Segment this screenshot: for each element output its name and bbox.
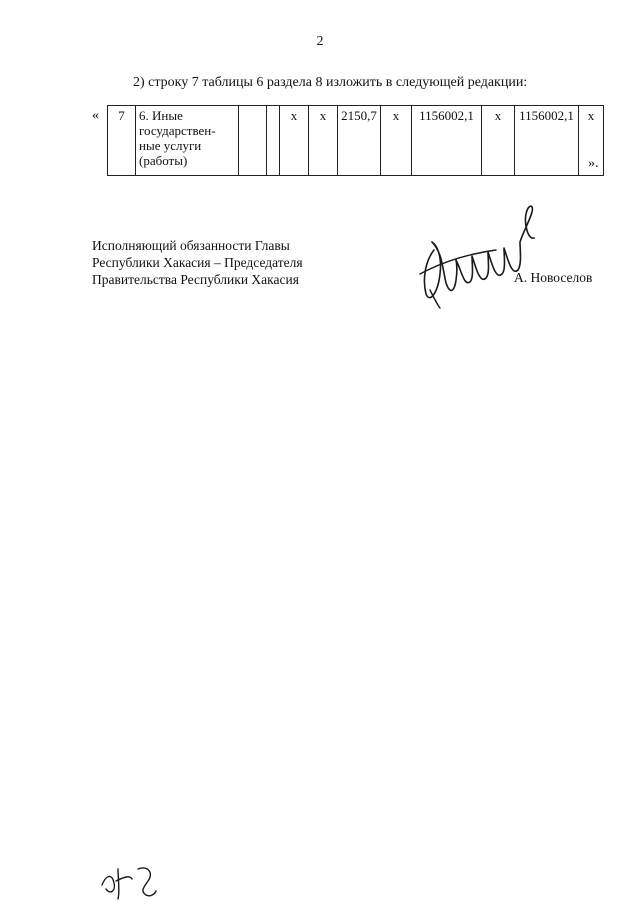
- cell-row-number: 7: [108, 106, 136, 176]
- cell-x: x: [280, 106, 309, 176]
- service-name-line: 6. Иные: [139, 108, 183, 123]
- cell-service-name: [136, 106, 239, 176]
- signatory-title-line: Республики Хакасия – Председателя: [92, 255, 303, 270]
- cell-value: 1156002,1: [515, 106, 579, 176]
- signatory-title-line: Исполняющий обязанности Главы: [92, 238, 290, 253]
- cell-x: x: [381, 106, 412, 176]
- table-row: [108, 106, 604, 176]
- service-name-line: (работы): [139, 153, 188, 168]
- cell-value: 1156002,1: [412, 106, 482, 176]
- cell-x: x: [579, 106, 604, 176]
- signatory-title: [92, 237, 303, 288]
- amended-table-row: [107, 105, 604, 176]
- amendment-instruction: 2) строку 7 таблицы 6 раздела 8 изложить в следующей редакции:: [133, 75, 528, 90]
- opening-quote: «: [92, 108, 99, 123]
- service-name-line: ные услуги: [139, 138, 202, 153]
- cell-empty: [267, 106, 280, 176]
- closing-quote: ».: [588, 156, 599, 171]
- handwritten-initials: [96, 855, 160, 901]
- page-number: 2: [316, 34, 324, 49]
- cell-x: x: [482, 106, 515, 176]
- cell-value: 2150,7: [338, 106, 381, 176]
- signatory-title-line: Правительства Республики Хакасия: [92, 272, 299, 287]
- signer-name: А. Новоселов: [514, 270, 593, 285]
- service-name-line: государствен-: [139, 123, 216, 138]
- cell-empty: [239, 106, 267, 176]
- cell-x: x: [309, 106, 338, 176]
- handwritten-signature: [412, 190, 562, 310]
